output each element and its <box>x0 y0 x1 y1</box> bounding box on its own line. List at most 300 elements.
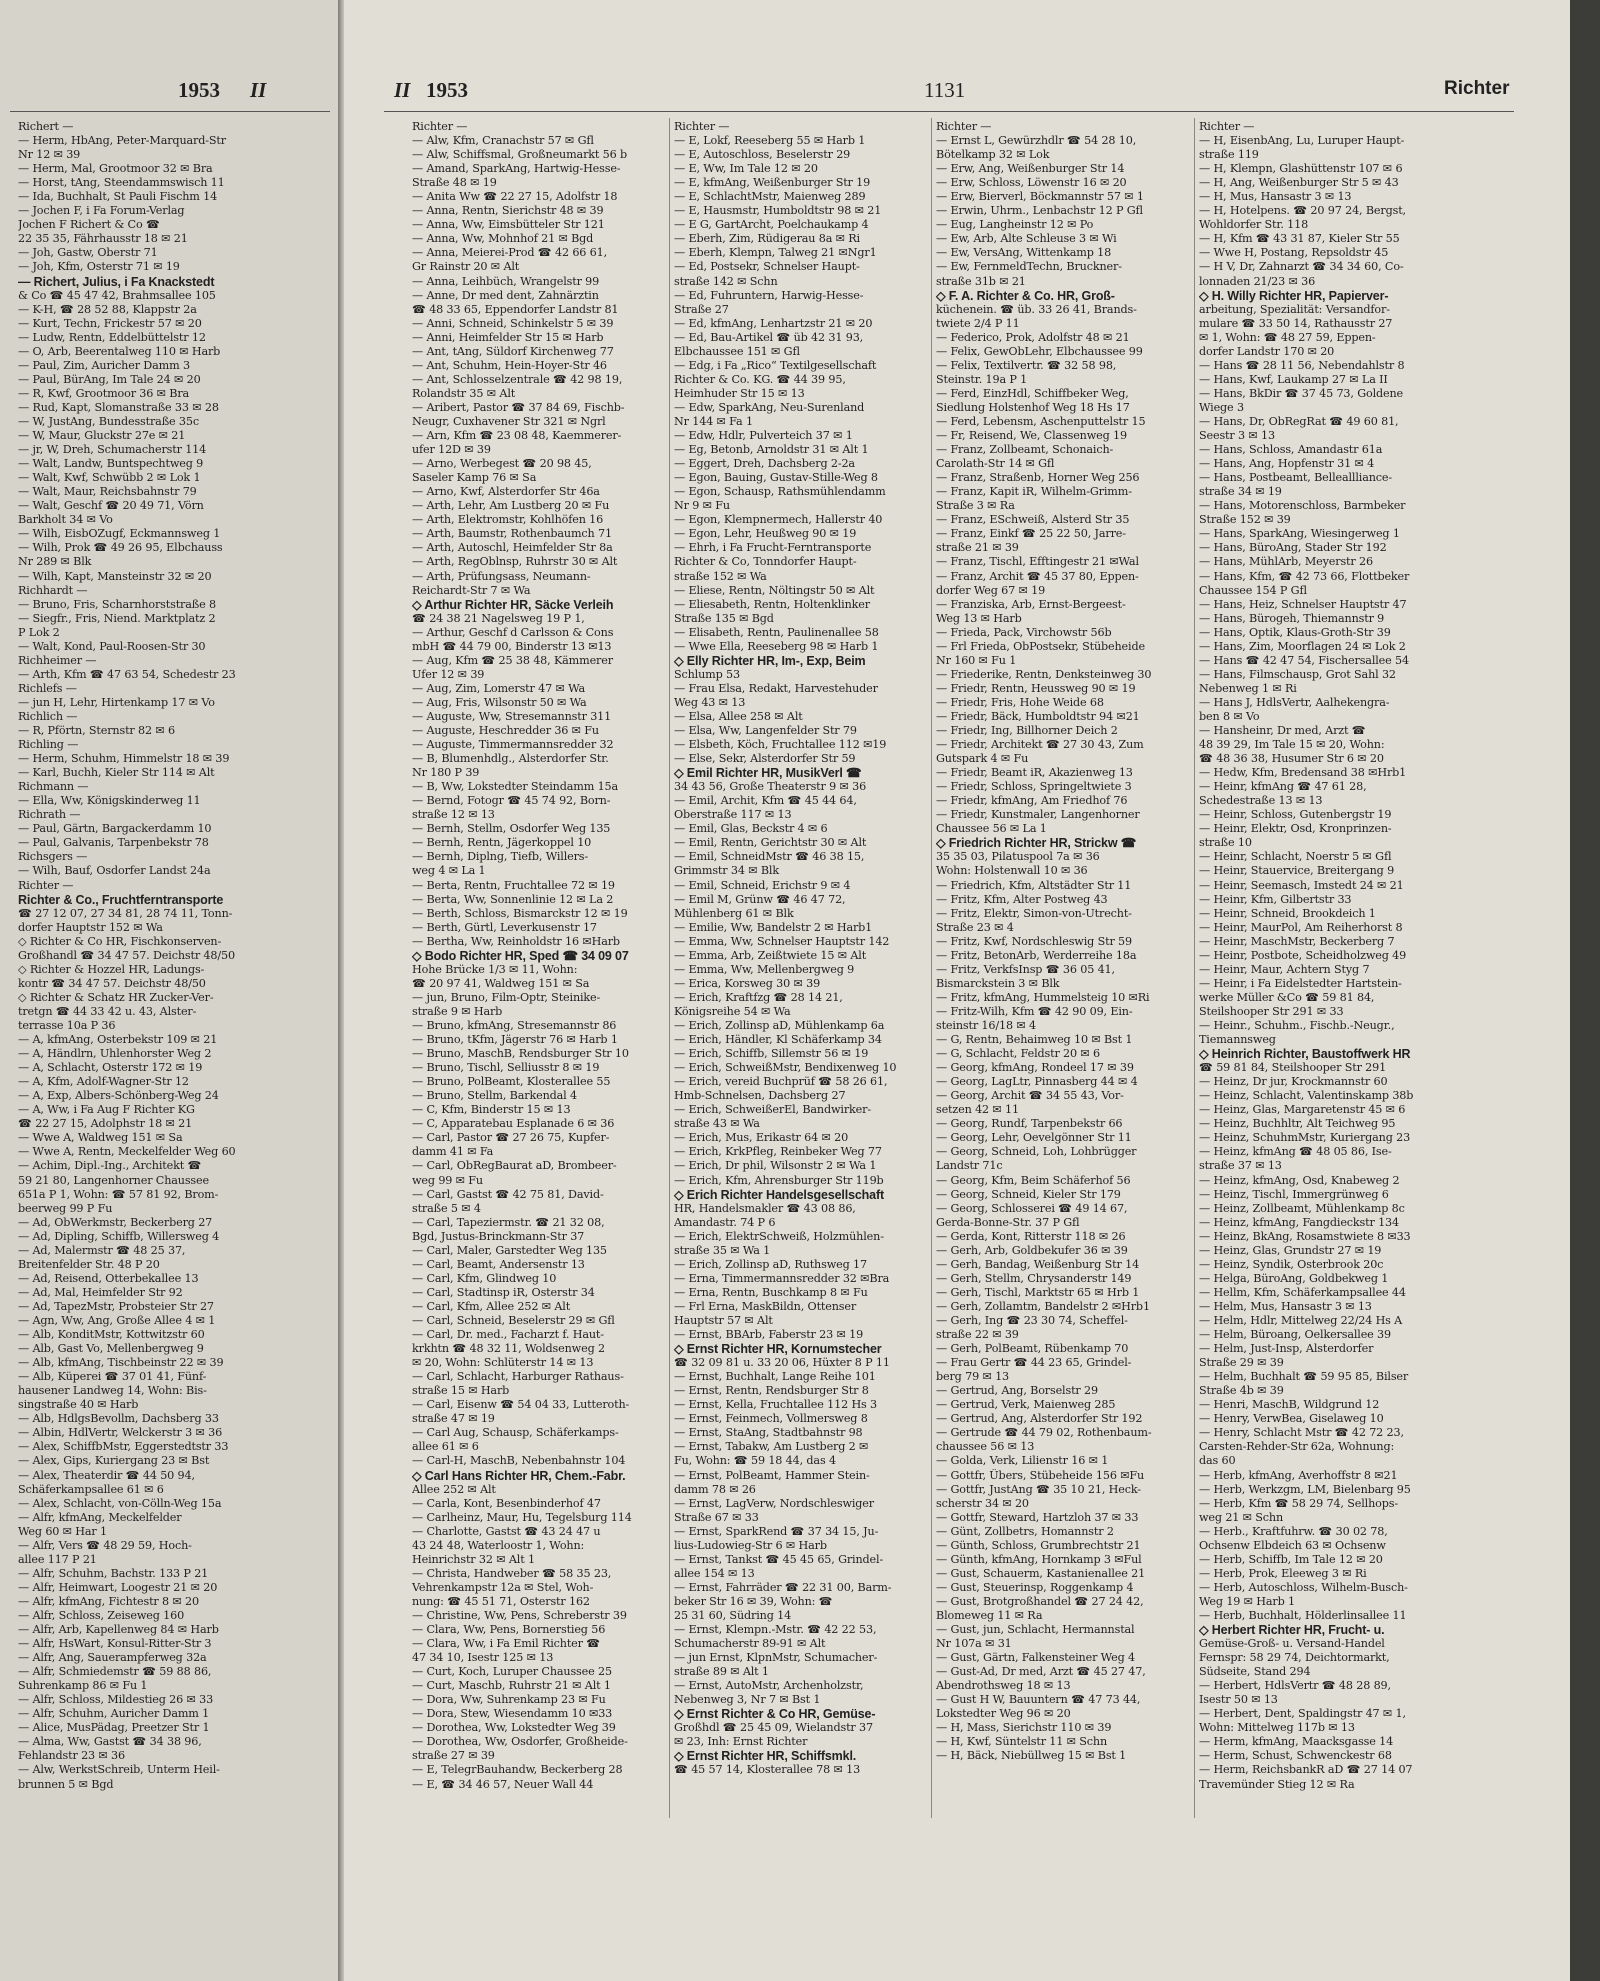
directory-entry-line: — Erich, ElektrSchweiß, Holzmühlen- <box>674 1229 884 1243</box>
directory-column-4 <box>1199 120 1449 1820</box>
directory-entry-line: — Wilh, EisbOZugf, Eckmannsweg 1 <box>18 527 221 541</box>
directory-entry-line: Großhandl ☎ 34 47 57. Deichstr 48/50 <box>18 948 235 962</box>
directory-entry-line: — Amand, SparkAng, Hartwig-Hesse- <box>412 162 621 176</box>
directory-entry-line: Schäferkampsallee 61 ✉ 6 <box>18 1482 164 1496</box>
directory-entry-line: — Georg, Kfm, Beim Schäferhof 56 <box>936 1173 1131 1187</box>
column-divider <box>1194 118 1195 1818</box>
directory-entry-line: Straße 23 ✉ 4 <box>936 920 1014 934</box>
directory-entry-line: beker Str 16 ✉ 39, Wohn: ☎ <box>674 1594 833 1608</box>
directory-entry-line: Nebenweg 1 ✉ Ri <box>1199 681 1297 695</box>
directory-entry-line: — Anni, Heimfelder Str 15 ✉ Harb <box>412 330 604 344</box>
directory-entry-line: — Heinz, Syndik, Osterbrook 20c <box>1199 1257 1384 1271</box>
directory-entry-line: Königsreihe 54 ✉ Wa <box>674 1004 791 1018</box>
directory-entry-line: dorfer Landstr 170 ✉ 20 <box>1199 344 1335 358</box>
directory-entry-line: — Emma, Ww, Mellenbergweg 9 <box>674 962 855 976</box>
directory-entry-line: ◇ Herbert Richter HR, Frucht- u. <box>1199 1623 1385 1638</box>
directory-entry-line: — Alex, SchiffbMstr, Eggerstedtstr 33 <box>18 1440 229 1454</box>
directory-entry-line: — Ew, VersAng, Wittenkamp 18 <box>936 246 1112 260</box>
directory-entry-line: ☎ 32 09 81 u. 33 20 06, Hüxter 8 P 11 <box>674 1356 890 1370</box>
directory-entry-line: — Eg, Betonb, Arnoldstr 31 ✉ Alt 1 <box>674 443 869 457</box>
directory-entry-line: — Ernst, LagVerw, Nordschleswiger <box>674 1496 874 1510</box>
directory-entry-line: — Erw, Ang, Weißenburger Str 14 <box>936 162 1125 176</box>
directory-entry-line: Gerda-Bonne-Str. 37 P Gfl <box>936 1215 1080 1229</box>
directory-entry-line: — Heinr, Schneid, Brookdeich 1 <box>1199 906 1376 920</box>
directory-entry-line: — Anita Ww ☎ 22 27 15, Adolfstr 18 <box>412 190 618 204</box>
directory-entry-line: — Egon, Lehr, Heußweg 90 ✉ 19 <box>674 527 857 541</box>
directory-entry-line: — Carl, Schneid, Beselerstr 29 ✉ Gfl <box>412 1313 615 1327</box>
directory-entry-line: — Arth, Elektromstr, Kohlhöfen 16 <box>412 513 604 527</box>
directory-entry-line: — Heinr, Kfm, Gilbertstr 33 <box>1199 892 1352 906</box>
directory-entry-line: Steilshooper Str 291 ✉ 33 <box>1199 1004 1344 1018</box>
directory-entry-line: — Heinz, Glas, Margaretenstr 45 ✉ 6 <box>1199 1103 1406 1117</box>
directory-entry-line: — Arthur, Geschf d Carlsson & Cons <box>412 625 614 639</box>
directory-entry-line: — Ew, Arb, Alte Schleuse 3 ✉ Wi <box>936 232 1117 246</box>
directory-entry-line: — Hans, Kwf, Laukamp 27 ✉ La II <box>1199 372 1388 386</box>
directory-entry-line: — Friedrich, Kfm, Altstädter Str 11 <box>936 878 1132 892</box>
directory-entry-line: — jun, Bruno, Film-Optr, Steinike- <box>412 990 601 1004</box>
directory-entry-line: — Curt, Koch, Luruper Chaussee 25 <box>412 1665 612 1679</box>
directory-entry-line: — Gust H W, Bauuntern ☎ 47 73 44, <box>936 1693 1141 1707</box>
directory-entry-line: — Eliese, Rentn, Nöltingstr 50 ✉ Alt <box>674 583 875 597</box>
directory-entry-line: — Herb, Buchhalt, Hölderlinsallee 11 <box>1199 1608 1407 1622</box>
directory-entry-line: chaussee 56 ✉ 13 <box>936 1440 1035 1454</box>
directory-entry-line: — Arno, Kwf, Alsterdorfer Str 46a <box>412 485 600 499</box>
directory-entry-line: Nr 12 ✉ 39 <box>18 148 81 162</box>
directory-entry-line: ◇ Arthur Richter HR, Säcke Verleih <box>412 597 614 612</box>
directory-entry-line: Travemünder Stieg 12 ✉ Ra <box>1199 1777 1355 1791</box>
directory-entry-line: — Erich, Kraftfzg ☎ 28 14 21, <box>674 990 843 1004</box>
directory-entry-line: — Herbert, Dent, Spaldingstr 47 ✉ 1, <box>1199 1707 1406 1721</box>
directory-entry-line: straße 152 ✉ Wa <box>674 569 767 583</box>
directory-entry-line: — Carl, ObRegBaurat aD, Brombeer- <box>412 1159 617 1173</box>
directory-entry-line: — Dora, Stew, Wiesendamm 10 ✉33 <box>412 1707 613 1721</box>
directory-entry-line: — Erich, Mus, Erikastr 64 ✉ 20 <box>674 1131 849 1145</box>
directory-entry-line: mulare ☎ 33 50 14, Rathausstr 27 <box>1199 316 1393 330</box>
directory-entry-line: — Carl-H, MaschB, Nebenbahnstr 104 <box>412 1454 626 1468</box>
directory-entry-line: — Georg, Schneid, Kieler Str 179 <box>936 1187 1121 1201</box>
directory-entry-line: — Joh, Kfm, Osterstr 71 ✉ 19 <box>18 260 180 274</box>
directory-entry-line: — Bertha, Ww, Reinholdstr 16 ✉Harb <box>412 934 620 948</box>
directory-entry-line: Allee 252 ✉ Alt <box>412 1482 496 1496</box>
directory-entry-line: — Emil, Rentn, Gerichtstr 30 ✉ Alt <box>674 836 867 850</box>
directory-entry-line: — H V, Dr, Zahnarzt ☎ 34 34 60, Co- <box>1199 260 1404 274</box>
directory-entry-line: 35 35 03, Pilatuspool 7a ✉ 36 <box>936 850 1100 864</box>
directory-entry-line: — Wilh, Kapt, Mansteinstr 32 ✉ 20 <box>18 569 212 583</box>
directory-entry-line: — A, Exp, Albers-Schönberg-Weg 24 <box>18 1089 219 1103</box>
directory-entry-line: — Erich, vereid Buchprüf ☎ 58 26 61, <box>674 1075 888 1089</box>
directory-entry-line: — Herb, Prok, Eleeweg 3 ✉ Ri <box>1199 1566 1367 1580</box>
directory-entry-line: — Hans, SparkAng, Wiesingerweg 1 <box>1199 527 1400 541</box>
directory-entry-line: Barkholt 34 ✉ Vo <box>18 513 113 527</box>
directory-entry-line: — E, Ww, Im Tale 12 ✉ 20 <box>674 162 818 176</box>
directory-entry-line: brunnen 5 ✉ Bgd <box>18 1777 114 1791</box>
directory-entry-line: ◇ Ernst Richter HR, Schiffsmkl. <box>674 1749 857 1764</box>
directory-entry-line: — Dora, Ww, Suhrenkamp 23 ✉ Fu <box>412 1693 606 1707</box>
directory-entry-line: — Emil, Glas, Beckstr 4 ✉ 6 <box>674 822 828 836</box>
directory-entry-line: 34 43 56, Große Theaterstr 9 ✉ 36 <box>674 780 867 794</box>
directory-entry-line: — Egon, Klempnermech, Hallerstr 40 <box>674 513 883 527</box>
page-number: 1131 <box>924 78 966 102</box>
directory-entry-line: — Arno, Werbegest ☎ 20 98 45, <box>412 457 592 471</box>
directory-entry-line: — Bernh, Stellm, Osdorfer Weg 135 <box>412 822 611 836</box>
directory-entry-line: — Alice, MusPädag, Preetzer Str 1 <box>18 1721 210 1735</box>
directory-entry-line: berg 79 ✉ 13 <box>936 1370 1010 1384</box>
directory-entry-line: — B, Blumenhdlg., Alsterdorfer Str. <box>412 752 609 766</box>
directory-column-2 <box>674 120 924 1820</box>
right-header-volume: II <box>394 78 411 102</box>
directory-entry-line: — Hans, BkDir ☎ 37 45 73, Goldene <box>1199 386 1404 400</box>
directory-entry-line: — Ehrh, i Fa Frucht-Ferntransporte <box>674 541 872 555</box>
directory-entry-line: — Ernst, PolBeamt, Hammer Stein- <box>674 1468 870 1482</box>
directory-entry-line: Richlefs — <box>18 681 77 695</box>
directory-entry-line: — jun Ernst, KlpnMstr, Schumacher- <box>674 1651 878 1665</box>
directory-entry-line: — Alb, Küperei ☎ 37 01 41, Fünf- <box>18 1370 207 1384</box>
directory-entry-line: — Heinr, Elektr, Osd, Kronprinzen- <box>1199 822 1392 836</box>
directory-entry-line: 47 34 10, Isestr 125 ✉ 13 <box>412 1651 554 1665</box>
directory-entry-line: Richrath — <box>18 808 81 822</box>
directory-entry-line: Weg 60 ✉ Har 1 <box>18 1524 107 1538</box>
directory-entry-line: Straße 29 ✉ 39 <box>1199 1356 1284 1370</box>
directory-entry-line: das 60 <box>1199 1454 1236 1468</box>
directory-entry-line: — E G, GartArcht, Poelchaukamp 4 <box>674 218 869 232</box>
directory-entry-line: — Ernst, Fahrräder ☎ 22 31 00, Barm- <box>674 1580 892 1594</box>
directory-entry-line: Bgd, Justus-Brinckmann-Str 37 <box>412 1229 585 1243</box>
directory-entry-line: lonnaden 21/23 ✉ 36 <box>1199 274 1316 288</box>
directory-entry-line: — Alfr, Schloss, Mildestieg 26 ✉ 33 <box>18 1693 214 1707</box>
directory-entry-line: — Eberh, Zim, Rüdigerau 8a ✉ Ri <box>674 232 860 246</box>
directory-entry-line: — Albin, HdlVertr, Welckerstr 3 ✉ 36 <box>18 1426 223 1440</box>
directory-entry-line: — Heinr, Schlacht, Noerstr 5 ✉ Gfl <box>1199 850 1392 864</box>
directory-entry-line: nung: ☎ 45 51 71, Osterstr 162 <box>412 1594 590 1608</box>
directory-entry-line: — Federico, Prok, Adolfstr 48 ✉ 21 <box>936 330 1130 344</box>
directory-entry-line: damm 41 ✉ Fa <box>412 1145 494 1159</box>
directory-entry-line: Breitenfelder Str. 48 P 20 <box>18 1257 160 1271</box>
directory-entry-line: — Ad, Mal, Heimfelder Str 92 <box>18 1285 183 1299</box>
directory-entry-line: — Ed, kfmAng, Lenhartzstr 21 ✉ 20 <box>674 316 873 330</box>
directory-entry-line: Richert — <box>18 120 74 133</box>
directory-entry-line: — Franziska, Arb, Ernst-Bergeest- <box>936 597 1126 611</box>
directory-entry-line: straße 35 ✉ Wa 1 <box>674 1243 771 1257</box>
directory-entry-line: ◇ Carl Hans Richter HR, Chem.-Fabr. <box>412 1468 626 1483</box>
directory-entry-line: — Ernst L, Gewürzhdlr ☎ 54 28 10, <box>936 134 1137 148</box>
directory-entry-line: straße 47 ✉ 19 <box>412 1412 495 1426</box>
directory-entry-line: — Charlotte, Gastst ☎ 43 24 47 u <box>412 1524 601 1538</box>
directory-entry-line: — Heinz, Dr jur, Krockmannstr 60 <box>1199 1075 1388 1089</box>
directory-entry-line: — Heinz, kfmAng ☎ 48 05 86, Ise- <box>1199 1145 1392 1159</box>
directory-entry-line: Suhrenkamp 86 ✉ Fu 1 <box>18 1679 148 1693</box>
directory-entry-line: — Gust, Brotgroßhandel ☎ 27 24 42, <box>936 1594 1144 1608</box>
directory-entry-line: — A, Schlacht, Osterstr 172 ✉ 19 <box>18 1061 203 1075</box>
directory-entry-line: — Hedw, Kfm, Bredensand 38 ✉Hrb1 <box>1199 766 1407 780</box>
directory-entry-line: Straße 48 ✉ 19 <box>412 176 497 190</box>
directory-entry-line: 59 21 80, Langenhorner Chaussee <box>18 1173 209 1187</box>
directory-entry-line: — Eggert, Dreh, Dachsberg 2-2a <box>674 457 855 471</box>
directory-entry-line: — Bruno, Fris, Scharnhorststraße 8 <box>18 597 216 611</box>
directory-entry-line: — Emil M, Grünw ☎ 46 47 72, <box>674 892 846 906</box>
directory-entry-line: — Franz, Tischl, Efftingestr 21 ✉Wal <box>936 555 1139 569</box>
directory-entry-line: — Alfr, Schmiedemstr ☎ 59 88 86, <box>18 1665 212 1679</box>
directory-entry-line: — Alfr, Arb, Kapellenweg 84 ✉ Harb <box>18 1623 219 1637</box>
right-header-year: 1953 <box>426 78 468 102</box>
directory-entry-line: ✉ 23, Inh: Ernst Richter <box>674 1735 808 1749</box>
directory-entry-line: — Elsbeth, Köch, Fruchtallee 112 ✉19 <box>674 738 887 752</box>
directory-entry-line: — Herb, Kfm ☎ 58 29 74, Sellhops- <box>1199 1496 1398 1510</box>
directory-entry-line: ◇ Ernst Richter & Co HR, Gemüse- <box>674 1707 876 1722</box>
directory-entry-line: — Heinr, MaschMstr, Beckerberg 7 <box>1199 934 1395 948</box>
directory-entry-line: küchenein. ☎ üb. 33 26 41, Brands- <box>936 302 1137 316</box>
directory-entry-line: Richling — <box>18 738 79 752</box>
directory-entry-line: — Herb, Schiffb, Im Tale 12 ✉ 20 <box>1199 1552 1383 1566</box>
directory-entry-line: — B, Ww, Lokstedter Steindamm 15a <box>412 780 619 794</box>
directory-entry-line: — Christine, Ww, Pens, Schreberstr 39 <box>412 1608 627 1622</box>
directory-entry-line: — Heinr, Schloss, Gutenbergstr 19 <box>1199 808 1392 822</box>
directory-entry-line: ✉ 1, Wohn: ☎ 48 27 59, Eppen- <box>1199 330 1376 344</box>
directory-entry-line: — Berth, Schloss, Bismarckstr 12 ✉ 19 <box>412 906 628 920</box>
directory-entry-line: — Franz, ESchweiß, Alsterd Str 35 <box>936 513 1130 527</box>
directory-entry-line: — Ernst, BBArb, Faberstr 23 ✉ 19 <box>674 1328 864 1342</box>
directory-entry-line: — Günth, kfmAng, Hornkamp 3 ✉Ful <box>936 1552 1142 1566</box>
directory-entry-line: Weg 19 ✉ Harb 1 <box>1199 1594 1296 1608</box>
directory-entry-line: — Heinr, kfmAng ☎ 47 61 28, <box>1199 780 1367 794</box>
directory-entry-line: — Ad, Malermstr ☎ 48 25 37, <box>18 1243 186 1257</box>
directory-entry-line: Elbchaussee 151 ✉ Gfl <box>674 344 800 358</box>
directory-entry-line: — Gerda, Kont, Ritterstr 118 ✉ 26 <box>936 1229 1126 1243</box>
directory-entry-line: — Hans, MühlArb, Meyerstr 26 <box>1199 555 1373 569</box>
directory-entry-line: Jochen F Richert & Co ☎ <box>18 218 160 232</box>
directory-entry-line: — Aribert, Pastor ☎ 37 84 69, Fischb- <box>412 400 625 414</box>
directory-entry-line: — Gertrud, Ang, Alsterdorfer Str 192 <box>936 1412 1143 1426</box>
directory-entry-line: — Hellm, Kfm, Schäferkampsallee 44 <box>1199 1285 1406 1299</box>
directory-entry-line: P Lok 2 <box>18 625 60 639</box>
directory-entry-line: straße 27 ✉ 39 <box>412 1749 495 1763</box>
directory-entry-line: Hohe Brücke 1/3 ✉ 11, Wohn: <box>412 962 578 976</box>
directory-entry-line: — Günt, Zollbetrs, Homannstr 2 <box>936 1524 1114 1538</box>
directory-entry-line: — Elisabeth, Rentn, Paulinenallee 58 <box>674 625 879 639</box>
directory-entry-line: Bötelkamp 32 ✉ Lok <box>936 148 1050 162</box>
directory-entry-line: — Carl, Gastst ☎ 42 75 81, David- <box>412 1187 604 1201</box>
directory-entry-line: Carolath-Str 14 ✉ Gfl <box>936 457 1055 471</box>
directory-entry-line: — Heinz, Schlacht, Valentinskamp 38b <box>1199 1089 1414 1103</box>
directory-entry-line: — Bruno, PolBeamt, Klosterallee 55 <box>412 1075 611 1089</box>
directory-entry-line: ◇ Friedrich Richter HR, Strickw ☎ <box>936 836 1137 851</box>
directory-entry-line: — Gerh, Stellm, Chrysanderstr 149 <box>936 1271 1132 1285</box>
directory-entry-line: Fu, Wohn: ☎ 59 18 44, das 4 <box>674 1454 836 1468</box>
directory-entry-line: — Friedr, Schloss, Springeltwiete 3 <box>936 780 1132 794</box>
directory-entry-line: — A, kfmAng, Osterbekstr 109 ✉ 21 <box>18 1033 218 1047</box>
directory-entry-line: — Heinr, Postbote, Scheidholzweg 49 <box>1199 948 1407 962</box>
directory-entry-line: Tiemannsweg <box>1199 1033 1276 1047</box>
directory-entry-line: Chaussee 154 P Gfl <box>1199 583 1307 597</box>
directory-entry-line: allee 61 ✉ 6 <box>412 1440 479 1454</box>
directory-entry-line: — Gust, Schauerm, Kastanienallee 21 <box>936 1566 1146 1580</box>
directory-entry-line: — Herbert, HdlsVertr ☎ 48 28 89, <box>1199 1679 1391 1693</box>
directory-entry-line: ◇ F. A. Richter & Co. HR, Groß- <box>936 288 1115 303</box>
directory-entry-line: Weg 13 ✉ Harb <box>936 611 1022 625</box>
directory-entry-line: — Aug, Fris, Wilsonstr 50 ✉ Wa <box>412 695 587 709</box>
directory-entry-line: — Ant, Schuhm, Hein-Hoyer-Str 46 <box>412 358 607 372</box>
directory-entry-line: — Wwe A, Rentn, Meckelfelder Weg 60 <box>18 1145 236 1159</box>
directory-entry-line: — Erica, Korsweg 30 ✉ 39 <box>674 976 821 990</box>
directory-entry-line: — Alw, Kfm, Cranachstr 57 ✉ Gfl <box>412 134 594 148</box>
directory-entry-line: — Ed, Bau-Artikel ☎ üb 42 31 93, <box>674 330 864 344</box>
directory-entry-line: — Alex, Gips, Kuriergang 23 ✉ Bst <box>18 1454 210 1468</box>
directory-entry-line: 651a P 1, Wohn: ☎ 57 81 92, Brom- <box>18 1187 219 1201</box>
directory-entry-line: Steinstr. 19a P 1 <box>936 372 1028 386</box>
directory-entry-line: Gutspark 4 ✉ Fu <box>936 752 1029 766</box>
directory-entry-line: ufer 12D ✉ 39 <box>412 443 491 457</box>
directory-entry-line: ◇ Elly Richter HR, Im-, Exp, Beim <box>674 653 866 668</box>
directory-entry-line: — Hans ☎ 42 47 54, Fischersallee 54 <box>1199 653 1409 667</box>
directory-entry-line: — Friederike, Rentn, Denksteinweg 30 <box>936 667 1152 681</box>
directory-entry-line: — Heinr, MaurPol, Am Reiherhorst 8 <box>1199 920 1403 934</box>
directory-entry-line: — Hans, Bürogeh, Thiemannstr 9 <box>1199 611 1385 625</box>
directory-entry-line: — Erich, SchweißerEl, Bandwirker- <box>674 1103 871 1117</box>
directory-entry-line: — E, Lokf, Reeseberg 55 ✉ Harb 1 <box>674 134 866 148</box>
directory-entry-line: — Henri, MaschB, Wildgrund 12 <box>1199 1398 1380 1412</box>
directory-entry-line: — Alb, KonditMstr, Kottwitzstr 60 <box>18 1328 205 1342</box>
directory-entry-line: — Ernst, Klempn.-Mstr. ☎ 42 22 53, <box>674 1623 877 1637</box>
directory-entry-line: terrasse 10a P 36 <box>18 1019 116 1032</box>
directory-entry-line: straße 119 <box>1199 148 1259 162</box>
directory-entry-line: — Gust, Steuerinsp, Roggenkamp 4 <box>936 1580 1134 1594</box>
directory-entry-line: — Friedr, Architekt ☎ 27 30 43, Zum <box>936 738 1144 752</box>
directory-entry-line: — Alfr, kfmAng, Fichtestr 8 ✉ 20 <box>18 1594 199 1608</box>
directory-entry-line: — Alex, Theaterdir ☎ 44 50 94, <box>18 1468 195 1482</box>
directory-entry-line: — Ew, FernmeldTechn, Bruckner- <box>936 260 1122 274</box>
directory-entry-line: — Frieda, Pack, Virchowstr 56b <box>936 625 1112 639</box>
directory-entry-line: Nr 289 ✉ Blk <box>18 555 92 569</box>
directory-entry-line: — Wwe H, Postang, Repsoldstr 45 <box>1199 246 1389 260</box>
directory-entry-line: — Arth, RegOblnsp, Ruhrstr 30 ✉ Alt <box>412 555 618 569</box>
directory-entry-line: — Heinz, Glas, Grundstr 27 ✉ 19 <box>1199 1243 1382 1257</box>
directory-entry-line: — Carl, Pastor ☎ 27 26 75, Kupfer- <box>412 1131 610 1145</box>
directory-entry-line: — Fritz, Elektr, Simon-von-Utrecht- <box>936 906 1132 920</box>
directory-entry-line: — Henry, VerwBea, Giselaweg 10 <box>1199 1412 1384 1426</box>
directory-entry-line: — Heinz, Zollbeamt, Mühlenkamp 8c <box>1199 1201 1405 1215</box>
directory-entry-line: Fernspr: 58 29 74, Deichtormarkt, <box>1199 1651 1390 1665</box>
directory-entry-line: Richter & Co, Tonndorfer Haupt- <box>674 555 857 569</box>
directory-entry-line: — Walt, Kond, Paul-Roosen-Str 30 <box>18 639 206 653</box>
directory-entry-line: Landstr 71c <box>936 1159 1003 1173</box>
directory-entry-line: tretgn ☎ 44 33 42 u. 43, Alster- <box>18 1004 197 1018</box>
directory-entry-line: Grimmstr 34 ✉ Blk <box>674 864 779 878</box>
directory-entry-line: — Franz, Archit ☎ 45 37 80, Eppen- <box>936 569 1139 583</box>
directory-entry-line: — Heinr., Schuhm., Fischb.-Neugr., <box>1199 1019 1395 1032</box>
directory-entry-line: — Hans, Postbeamt, Belleallliance- <box>1199 471 1392 485</box>
directory-entry-line: — Bernd, Fotogr ☎ 45 74 92, Born- <box>412 794 611 808</box>
directory-entry-line: — Ludw, Rentn, Eddelbüttelstr 12 <box>18 330 206 344</box>
directory-entry-line: — Alb, HdlgsBevollm, Dachsberg 33 <box>18 1412 219 1426</box>
directory-entry-line: — Gerh, PolBeamt, Rübenkamp 70 <box>936 1342 1129 1356</box>
directory-entry-line: — Hansheinr, Dr med, Arzt ☎ <box>1199 724 1366 738</box>
directory-entry-line: — Arth, Baumstr, Rothenbaumch 71 <box>412 527 612 541</box>
right-header-rule <box>384 111 1514 112</box>
directory-entry-line: Gemüse-Groß- u. Versand-Handel <box>1199 1637 1385 1651</box>
directory-entry-line: — Gerh, Zollamtm, Bandelstr 2 ✉Hrb1 <box>936 1299 1150 1313</box>
directory-entry-line: ◇ Erich Richter Handelsgesellschaft <box>674 1187 884 1202</box>
directory-entry-line: Schumacherstr 89-91 ✉ Alt <box>674 1637 826 1651</box>
directory-entry-line: — Paul, BürAng, Im Tale 24 ✉ 20 <box>18 372 201 386</box>
directory-entry-line: — Berta, Ww, Sonnenlinie 12 ✉ La 2 <box>412 892 614 906</box>
directory-entry-line: — Karl, Buchh, Kieler Str 114 ✉ Alt <box>18 766 215 780</box>
directory-entry-line: — Georg, LagLtr, Pinnasberg 44 ✉ 4 <box>936 1075 1138 1089</box>
directory-entry-line: — Carlheinz, Maur, Hu, Tegelsburg 114 <box>412 1510 632 1524</box>
directory-entry-line: — Golda, Verk, Lilienstr 16 ✉ 1 <box>936 1454 1109 1468</box>
directory-entry-line: straße 31b ✉ 21 <box>936 274 1026 288</box>
directory-entry-line: — A, Kfm, Adolf-Wagner-Str 12 <box>18 1075 189 1089</box>
directory-entry-line: — Anna, Leihbüch, Wrangelstr 99 <box>412 274 600 288</box>
directory-entry-line: Heinrichstr 32 ✉ Alt 1 <box>412 1552 535 1566</box>
directory-entry-line: — Alb, kfmAng, Tischbeinstr 22 ✉ 39 <box>18 1356 224 1370</box>
directory-entry-line: — H, Klempn, Glashüttenstr 107 ✉ 6 <box>1199 162 1403 176</box>
directory-entry-line: Richter — <box>674 120 730 133</box>
directory-entry-line: Richter — <box>412 120 468 133</box>
column-divider <box>931 118 932 1818</box>
directory-entry-line: — Frl Erna, MaskBildn, Ottenser <box>674 1299 857 1313</box>
directory-entry-line: Richlich — <box>18 709 78 723</box>
directory-entry-line: straße 43 ✉ Wa <box>674 1117 760 1131</box>
right-page <box>344 0 1570 1981</box>
directory-entry-line: — Eberh, Klempn, Talweg 21 ✉Ngr1 <box>674 246 877 260</box>
directory-entry-line: — Walt, Geschf ☎ 20 49 71, Vörn <box>18 499 204 513</box>
directory-entry-line: — H, Bäck, Niebüllweg 15 ✉ Bst 1 <box>936 1749 1127 1763</box>
directory-entry-line: — Friedr, Bäck, Humboldtstr 94 ✉21 <box>936 709 1140 723</box>
directory-entry-line: werke Müller &Co ☎ 59 81 84, <box>1199 990 1375 1004</box>
directory-entry-line: ◇ Richter & Hozzel HR, Ladungs- <box>18 962 205 976</box>
directory-entry-line: Heimhuder Str 15 ✉ 13 <box>674 386 805 400</box>
directory-entry-line: — Emil, Schneid, Erichstr 9 ✉ 4 <box>674 878 851 892</box>
directory-entry-line: — Carl, Maler, Garstedter Weg 135 <box>412 1243 607 1257</box>
directory-entry-line: — Dorothea, Ww, Lokstedter Weg 39 <box>412 1721 616 1735</box>
directory-entry-line: Richheimer — <box>18 653 97 667</box>
directory-entry-line: — Edw, SparkAng, Neu-Surenland <box>674 400 865 414</box>
directory-entry-line: 43 24 48, Waterloostr 1, Wohn: <box>412 1538 585 1552</box>
directory-entry-line: — Gerh, Bandag, Weißenburg Str 14 <box>936 1257 1140 1271</box>
directory-entry-line: — W, JustAng, Bundesstraße 35c <box>18 414 199 428</box>
directory-entry-line: — Herb, Autoschloss, Wilhelm-Busch- <box>1199 1580 1408 1594</box>
directory-entry-line: — Friedr, Kunstmaler, Langenhorner <box>936 808 1140 822</box>
directory-entry-line: — Anna, Meierei-Prod ☎ 42 66 61, <box>412 246 608 260</box>
directory-entry-line: — Erich, KrkPfleg, Reinbeker Weg 77 <box>674 1145 882 1159</box>
directory-entry-line: — Bernh, Diplng, Tiefb, Willers- <box>412 850 589 864</box>
directory-entry-line: — Helm, Just-Insp, Alsterdorfer <box>1199 1342 1374 1356</box>
directory-entry-line: — Gottfr, JustAng ☎ 35 10 21, Heck- <box>936 1482 1141 1496</box>
directory-entry-line: — Gerh, Ing ☎ 23 30 74, Scheffel- <box>936 1313 1128 1327</box>
directory-entry-line: — Edw, Hdlr, Pulverteich 37 ✉ 1 <box>674 429 853 443</box>
directory-entry-line: — Fritz, BetonArb, Werderreihe 18a <box>936 948 1137 962</box>
directory-entry-line: ◇ H. Willy Richter HR, Papierver- <box>1199 288 1389 303</box>
directory-entry-line: Richter — <box>1199 120 1255 133</box>
directory-entry-line: — Eliesabeth, Rentn, Holtenklinker <box>674 597 870 611</box>
directory-entry-line: Reichardt-Str 7 ✉ Wa <box>412 583 531 597</box>
directory-entry-line: Weg 43 ✉ 13 <box>674 695 746 709</box>
directory-entry-line: — R, Kwf, Grootmoor 36 ✉ Bra <box>18 386 190 400</box>
directory-entry-line: — Alfr, kfmAng, Meckelfelder <box>18 1510 182 1524</box>
directory-entry-line: — Hans J, HdlsVertr, Aalhekengra- <box>1199 695 1390 709</box>
directory-entry-line: — Heinr, Seemasch, Imstedt 24 ✉ 21 <box>1199 878 1404 892</box>
directory-entry-line: — Alma, Ww, Gastst ☎ 34 38 96, <box>18 1735 202 1749</box>
directory-entry-line: Saseler Kamp 76 ✉ Sa <box>412 471 537 485</box>
directory-entry-line: straße 37 ✉ 13 <box>1199 1159 1282 1173</box>
directory-entry-line: — Anna, Ww, Eimsbütteler Str 121 <box>412 218 605 232</box>
directory-entry-line: — Ernst, StaAng, Stadtbahnstr 98 <box>674 1426 863 1440</box>
directory-entry-line: setzen 42 ✉ 11 <box>936 1103 1019 1117</box>
directory-entry-line: Richter — <box>936 120 992 133</box>
directory-entry-line: singstraße 40 ✉ Harb <box>18 1398 139 1412</box>
directory-entry-line: — jr, W, Dreh, Schumacherstr 114 <box>18 443 207 457</box>
directory-entry-line: — A, Ww, i Fa Aug F Richter KG <box>18 1103 195 1117</box>
directory-entry-line: — Herm, Schuhm, Himmelstr 18 ✉ 39 <box>18 752 230 766</box>
